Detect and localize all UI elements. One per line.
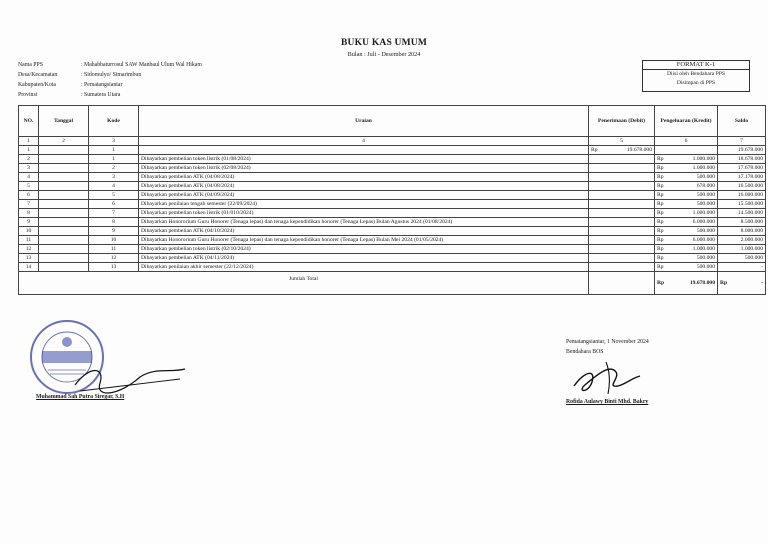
- cell-kode: 10: [89, 236, 139, 245]
- colnum: 2: [39, 137, 89, 146]
- cell-tanggal: [39, 200, 89, 209]
- colnum: 3: [89, 137, 139, 146]
- cell-uraian: [139, 146, 589, 155]
- signer-name-right: Rofida Aulawy Binti Mhd. Bakry: [566, 399, 649, 405]
- cell-uraian: Dibayarkan pembelian token listrik (02/10/2024): [139, 245, 589, 254]
- cell-saldo: 8.500.000: [718, 218, 766, 227]
- cell-tanggal: [39, 218, 89, 227]
- cell-kredit: Rp 1.000.000: [655, 155, 718, 164]
- cell-uraian: Dibayarkan Honororium Guru Honorer (Tenaga lepas) dan tenaga kependidikan honorer (Tenaga Lepas) Bulan Agustus 2024 (01/08/2024): [139, 218, 589, 227]
- table-row: [19, 218, 766, 227]
- header-uraian: Uraian: [139, 106, 589, 137]
- cell-kredit: Rp 500.000: [655, 173, 718, 182]
- cell-tanggal: [39, 227, 89, 236]
- cell-no: 5: [19, 182, 39, 191]
- cell-kode: 2: [89, 164, 139, 173]
- cell-tanggal: [39, 245, 89, 254]
- cell-uraian: Dibayarkan pembelian token listrik (01/010/2024): [139, 209, 589, 218]
- cell-uraian: Dibayarkan pembelian ATK (04/08/2024): [139, 173, 589, 182]
- cell-kode: 3: [89, 173, 139, 182]
- total-label: Jumlah Total: [19, 272, 589, 295]
- table-row: [19, 200, 766, 209]
- cell-saldo: 8.000.000: [718, 227, 766, 236]
- table-row: [19, 146, 766, 155]
- cell-saldo: 18.678.000: [718, 155, 766, 164]
- cell-kredit: Rp 1.000.000: [655, 209, 718, 218]
- cell-kode: 7: [89, 209, 139, 218]
- document-period: Bulan : Juli - Desember 2024: [347, 51, 421, 58]
- cell-no: 13: [19, 254, 39, 263]
- total-row: [19, 272, 766, 295]
- format-line-1: Diisi oleh Bendahara PPS: [667, 71, 725, 77]
- header-kredit: Pengeluaran (Kredit): [655, 106, 718, 137]
- cell-kredit: [655, 146, 718, 155]
- colnum: 4: [139, 137, 589, 146]
- cell-saldo: 15.500.000: [718, 200, 766, 209]
- cell-debit: [589, 209, 655, 218]
- cell-tanggal: [39, 164, 89, 173]
- column-number-row: [19, 137, 766, 146]
- cell-debit: [589, 155, 655, 164]
- cell-no: 14: [19, 263, 39, 272]
- cell-debit: [589, 182, 655, 191]
- ledger-table: [18, 105, 766, 295]
- signature-block-right: [566, 337, 649, 405]
- cell-no: 7: [19, 200, 39, 209]
- cell-kredit: Rp 500.000: [655, 227, 718, 236]
- cell-debit: [589, 254, 655, 263]
- cell-tanggal: [39, 173, 89, 182]
- cell-saldo: 14.500.000: [718, 209, 766, 218]
- cell-no: 12: [19, 245, 39, 254]
- info-row: Desa/Kecamatan : Sidomulyo/ Simarimbun: [18, 72, 142, 78]
- header-debit: Penerimaan (Debit): [589, 106, 655, 137]
- info-row: Provinsi : Sumatera Utara: [18, 92, 121, 98]
- total-debit: [589, 272, 655, 295]
- cell-kode: 5: [89, 191, 139, 200]
- ledger-body: [19, 146, 766, 272]
- cell-tanggal: [39, 209, 89, 218]
- cell-debit: Rp 19.678.000: [589, 146, 655, 155]
- total-kredit: Rp 19.678.000: [655, 272, 718, 295]
- cell-kredit: Rp 6.000.000: [655, 236, 718, 245]
- cell-kode: 12: [89, 254, 139, 263]
- cell-debit: [589, 236, 655, 245]
- colnum: 5: [589, 137, 655, 146]
- signer-name-left: Muhammad Sah Putra Siregar, S.H: [36, 394, 125, 400]
- header-no: NO.: [19, 106, 39, 137]
- cell-saldo: 1.000.000: [718, 245, 766, 254]
- table-row: [19, 191, 766, 200]
- table-row: [19, 254, 766, 263]
- table-row: [19, 245, 766, 254]
- signer-role: Bendahara BOS: [566, 349, 604, 355]
- cell-saldo: 16.000.000: [718, 191, 766, 200]
- cell-uraian: Dibayarkan pembelian ATK (04/11/2024): [139, 254, 589, 263]
- cell-kode: 9: [89, 227, 139, 236]
- cell-tanggal: [39, 254, 89, 263]
- cell-kredit: Rp 500.000: [655, 263, 718, 272]
- cell-no: 6: [19, 191, 39, 200]
- header-saldo: Saldo: [718, 106, 766, 137]
- cell-debit: [589, 200, 655, 209]
- cell-debit: [589, 173, 655, 182]
- cell-no: 4: [19, 173, 39, 182]
- cell-tanggal: [39, 155, 89, 164]
- cell-uraian: Dibayarkan pembelian ATK (04/08/2024): [139, 182, 589, 191]
- cell-no: 2: [19, 155, 39, 164]
- table-row: [19, 164, 766, 173]
- table-row: [19, 227, 766, 236]
- cell-uraian: Dibayarkan penilaian tengah semester (22/09/2024): [139, 200, 589, 209]
- total-saldo: Rp -: [718, 272, 766, 295]
- header-row: [19, 106, 766, 137]
- cell-no: 11: [19, 236, 39, 245]
- cell-no: 9: [19, 218, 39, 227]
- cell-kode: 8: [89, 218, 139, 227]
- cell-saldo: 17.678.000: [718, 164, 766, 173]
- table-row: [19, 263, 766, 272]
- table-row: [19, 182, 766, 191]
- cell-uraian: Dibayarkan pembelian token listrik (02/08/2024): [139, 164, 589, 173]
- document-title: BUKU KAS UMUM: [341, 38, 427, 48]
- colnum: 6: [655, 137, 718, 146]
- table-row: [19, 173, 766, 182]
- format-code: FORMAT K-1: [643, 61, 749, 70]
- cell-saldo: -: [718, 263, 766, 272]
- cell-saldo: 19.678.000: [718, 146, 766, 155]
- cell-debit: [589, 263, 655, 272]
- cell-debit: [589, 191, 655, 200]
- cell-no: 8: [19, 209, 39, 218]
- header-kode: Kode: [89, 106, 139, 137]
- cell-no: 1: [19, 146, 39, 155]
- institution-info: [18, 60, 202, 100]
- format-line-2: Disimpan di PPS: [676, 80, 716, 86]
- cell-tanggal: [39, 236, 89, 245]
- cell-kode: 1: [89, 155, 139, 164]
- cell-kredit: Rp 500.000: [655, 200, 718, 209]
- cell-uraian: Dibayarkan pembelian ATK (04/10/2024): [139, 227, 589, 236]
- cell-kode: 1: [89, 146, 139, 155]
- header-tanggal: Tanggal: [39, 106, 89, 137]
- cell-uraian: Dibayarkan penilaian akhir semester (22/12/2024): [139, 263, 589, 272]
- cell-debit: [589, 227, 655, 236]
- cell-saldo: 2.000.000: [718, 236, 766, 245]
- cell-saldo: 16.500.000: [718, 182, 766, 191]
- cell-saldo: 500.000: [718, 254, 766, 263]
- cell-no: 3: [19, 164, 39, 173]
- cell-uraian: Dibayarkan pembelian ATK (04/09/2024): [139, 191, 589, 200]
- cell-saldo: 17.178.000: [718, 173, 766, 182]
- colnum: 7: [718, 137, 766, 146]
- place-date: Pematangsiantar, 1 November 2024: [566, 339, 649, 345]
- cell-uraian: Dibayarkan pembelian token listrik (01/08/2024): [139, 155, 589, 164]
- cell-kredit: Rp 1.000.000: [655, 245, 718, 254]
- table-row: [19, 209, 766, 218]
- cell-kredit: Rp 1.000.000: [655, 164, 718, 173]
- info-row: Kabupaten/Kota : Pematangsiantar: [18, 82, 123, 88]
- cell-tanggal: [39, 263, 89, 272]
- info-row: Nama PPS : Mahabbaturrosul SAW Manbaul Ulum Wal Hikam: [18, 62, 202, 68]
- cell-debit: [589, 245, 655, 254]
- cell-kode: 11: [89, 245, 139, 254]
- cell-kredit: Rp 500.000: [655, 254, 718, 263]
- colnum: 1: [19, 137, 39, 146]
- cell-uraian: Dibayarkan Honororium Guru Honorer (Tenaga lepas) dan tenaga kependidikan honorer (Tenaga Lepas) Bulan Mei 2024 (01/05/2024): [139, 236, 589, 245]
- table-row: [19, 236, 766, 245]
- cell-kredit: Rp 6.000.000: [655, 218, 718, 227]
- cell-no: 10: [19, 227, 39, 236]
- format-box: [642, 60, 750, 92]
- cell-kode: 4: [89, 182, 139, 191]
- table-row: [19, 155, 766, 164]
- cell-tanggal: [39, 146, 89, 155]
- cell-tanggal: [39, 191, 89, 200]
- cell-kredit: Rp 678.000: [655, 182, 718, 191]
- cell-kode: 13: [89, 263, 139, 272]
- cell-debit: [589, 164, 655, 173]
- cell-debit: [589, 218, 655, 227]
- cell-kredit: Rp 500.000: [655, 191, 718, 200]
- cell-tanggal: [39, 182, 89, 191]
- cell-kode: 6: [89, 200, 139, 209]
- signature-right: [566, 358, 646, 398]
